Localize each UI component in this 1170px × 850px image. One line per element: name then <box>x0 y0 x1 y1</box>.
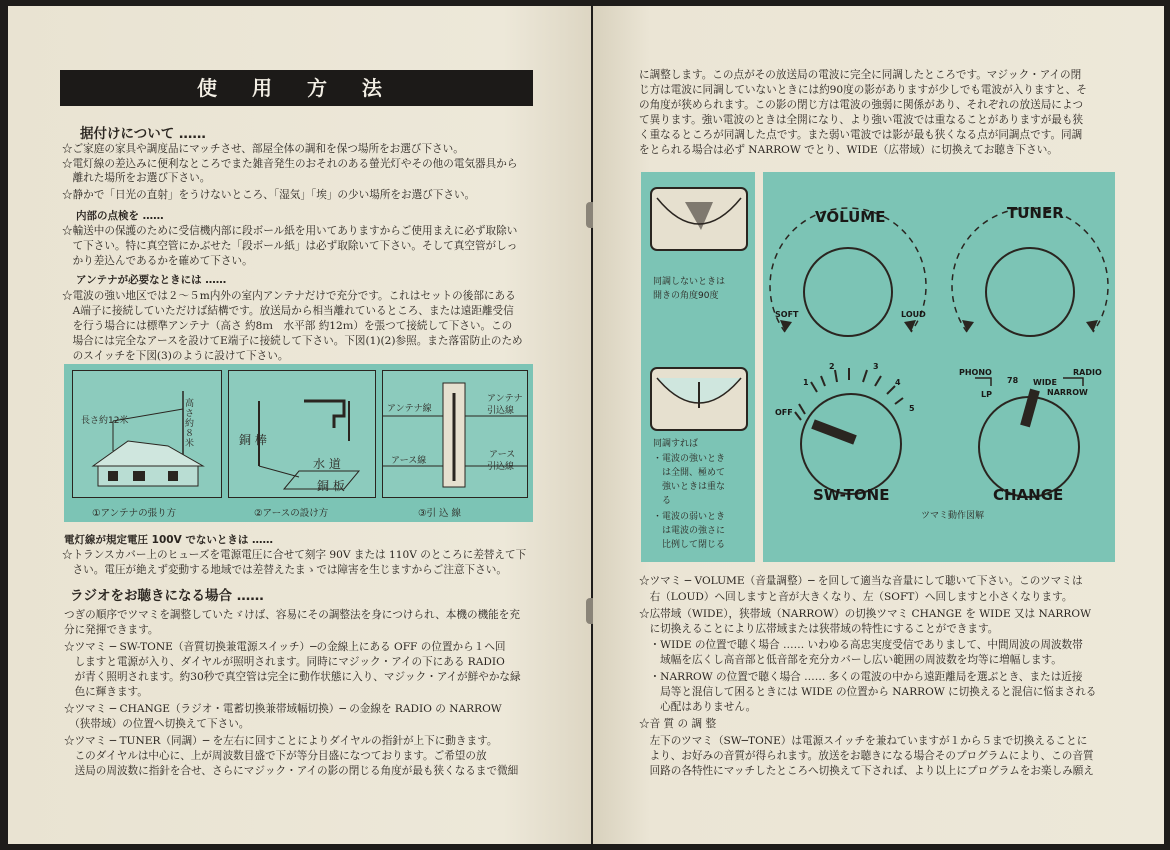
soft-label: SOFT <box>775 310 799 319</box>
paragraph-line: 域幅を広くし高音部と低音部を充分カバーし広い範囲の周波数を均等に増幅します。 <box>639 654 1062 666</box>
paragraph-line: つぎの順序でツマミを調整していたゞけば、容易にその調整法を身につけられ、本機の機能を充 <box>64 609 520 621</box>
paragraph-line: 左下のツマミ（SW─TONE）は電源スイッチを兼ねていますが１から５まで切換えることに <box>639 735 1088 747</box>
section-heading-installation: 据付けについて …… <box>80 126 206 142</box>
paragraph-line: このダイヤルは中心に、上が周波数目盛で下が等分目盛になつております。ご希望の放 <box>64 750 487 762</box>
paragraph-line: を行う場合には標準アンテナ（高さ 約8ｍ 水平部 約12ｍ）を張つて接続して下さい。この <box>62 320 513 332</box>
paragraph-line: ☆トランスカバー上のヒューズを電源電圧に合せて刻字 90V または 110V のところに差替えて下 <box>62 549 527 561</box>
volume-label: VOLUME <box>815 208 886 226</box>
paragraph-line: ・NARROW の位置で聴く場合 …… 多くの電波の中から遠距離局を選ぶとき、または近接 <box>639 671 1083 683</box>
magic-eye-panel <box>641 172 755 562</box>
wide-label: WIDE <box>1033 378 1057 387</box>
paragraph-line: が青く照明されます。約30秒で真空管は完全に動作状態に入り、マジック・アイが鮮やかな緑 <box>64 671 521 683</box>
paragraph-line: （狭帯域）の位置へ切換えて下さい。 <box>64 718 250 730</box>
left-page <box>8 6 591 844</box>
earth-lead-label-1: アース <box>489 450 516 460</box>
eye-open-note: 開きの角度90度 <box>653 291 719 301</box>
paragraph-line: ☆ツマミ ─ CHANGE（ラジオ・電蓄切換兼帯域幅切換）─ の金線を RADIO の NARROW <box>64 703 502 715</box>
figure-caption-2: ②アースの設け方 <box>254 508 329 519</box>
paragraph-line: ☆ツマミ ─ VOLUME（音量調整）─ を回して適当な音量にして聴いて下さい。このツマミは <box>639 575 1083 587</box>
paragraph-line: ☆ご家庭の家具や調度品にマッチさせ、部屋全体の調和を保つ場所をお選び下さい。 <box>62 143 464 155</box>
tone-4-label: 4 <box>895 378 901 387</box>
paragraph-line: じ方は電波に同調していないときには約90度の影がありますが少しでも電波が入りますと、そ <box>639 84 1087 96</box>
earth-lead-label-2: 引込線 <box>487 462 515 472</box>
paragraph-line: て下さい。特に真空管にかぶせた「段ボール紙」は必ず取除いて下さい。そして真空管がしっ <box>62 240 518 252</box>
paragraph-line: 分に発揮できます。 <box>64 624 159 636</box>
paragraph-line: ☆音 質 の 調 整 <box>639 718 717 730</box>
paragraph-line: をとられる場合は必ず NARROW でとり、WIDE（広帯域）に切換えてお聴き下さい。 <box>639 144 1058 156</box>
tone-1-label: 1 <box>803 378 809 387</box>
paragraph-line: ☆輸送中の保護のために受信機内部に段ボール紙を用いてありますからご使用まえに必ず取除い <box>62 225 518 237</box>
paragraph-line: ☆静かで「日光の直射」をうけないところ、「湿気」「埃」の少い場所をお選び下さい。 <box>62 189 476 201</box>
eye-open-note: 同調しないときは <box>653 277 726 287</box>
section-heading-antenna: アンテナが必要なときには …… <box>76 274 227 286</box>
s78-label: 78 <box>1007 376 1019 385</box>
section-heading-inspection: 内部の点検を …… <box>76 210 164 222</box>
booklet-spread <box>8 6 1164 844</box>
figure-antenna-setup <box>72 370 222 498</box>
paragraph-line: く重なるところが同調した点です。また弱い電波では影が最も狭くなる点が同調点です。同調 <box>639 129 1083 141</box>
tone-off-label: OFF <box>775 408 793 417</box>
paragraph-line: より、お好みの音質が得られます。放送をお聴きになる場合そのプログラムにより、この音質 <box>639 750 1094 762</box>
eye-tuned-note: 同調すれば <box>653 439 699 449</box>
section-heading-voltage: 電灯線が規定電圧 100V でないときは …… <box>64 534 274 546</box>
earth-wire-label: アース線 <box>391 456 427 466</box>
paragraph-line: A端子に接続していただけば結構です。放送局から相当離れているところ、または遠距離受信 <box>62 305 514 317</box>
house-antenna-illustration <box>73 371 221 497</box>
figure-lead-in <box>382 370 528 498</box>
copper-plate-label: 銅 板 <box>317 479 345 493</box>
paragraph-line: ☆広帯域（WIDE），狭帯域（NARROW）の切換ツマミ CHANGE を WIDE 又は NARROW <box>639 608 1091 620</box>
antenna-lead-label-1: アンテナ <box>487 394 523 404</box>
right-page <box>593 6 1164 844</box>
paragraph-line: 右（LOUD）へ回しますと音が大きくなり、左（SOFT）へ回しますと小さくなります。 <box>639 591 1073 603</box>
eye-tuned-note: は電波の強さに <box>653 526 726 536</box>
antenna-height-label: 高さ約８米 <box>185 399 195 449</box>
paragraph-line: の角度が狭められます。この影の閉じ方は電波の強弱に関係があり、それぞれの放送局によつ <box>639 99 1084 111</box>
paragraph-line: ☆電波の強い地区では２〜５m内外の室内アンテナだけで充分です。これはセットの後部にある <box>62 290 516 302</box>
phono-label: PHONO <box>959 368 992 377</box>
change-label: CHANGE <box>993 486 1064 504</box>
paragraph-line: ☆ツマミ ─ TUNER（同調）─ を左右に回すことによりダイヤルの指針が上下に動きます。 <box>64 735 498 747</box>
page-title: 使 用 方 法 <box>60 70 533 106</box>
tuner-label: TUNER <box>1007 204 1064 222</box>
eye-tuned-note: 強いときは重な <box>653 482 726 492</box>
paragraph-line: に調整します。この点がその放送局の電波に完全に同調したところです。マジック・アイの閉 <box>639 69 1082 81</box>
sw-tone-label: SW-TONE <box>813 486 890 504</box>
eye-tuned-note: ・電波の弱いとき <box>653 512 726 522</box>
knob-diagram-caption: ツマミ動作図解 <box>921 511 985 521</box>
paragraph-line: 回路の各特性にマッチしたところへ切換えて下されば、より以上にプログラムをお楽しみ願え <box>639 765 1094 777</box>
paragraph-line: ・WIDE の位置で聴く場合 …… いわゆる高忠実度受信でありまして、中間周波の周波数帯 <box>639 639 1083 651</box>
antenna-wire-label: アンテナ線 <box>387 404 432 414</box>
lp-label: LP <box>981 390 992 399</box>
section-heading-listening: ラジオをお聴きになる場合 …… <box>70 588 264 604</box>
antenna-length-label: 長さ約12米 <box>81 416 129 426</box>
paragraph-line: 場合には完全なアースを設けてE端子に接続して下さい。下図(1)(2)参照。また落雷防止のため <box>62 335 523 347</box>
eye-tuned-note: ・電波の強いとき <box>653 454 726 464</box>
paragraph-line: 心配はありません。 <box>639 701 757 713</box>
paragraph-line: て異ります。強い電波のときは全開になり、より強い電波では重なることがありますが最も狭 <box>639 114 1084 126</box>
paragraph-line: ☆電灯線の差込みに便利なところでまた雑音発生のおそれのある螢光灯やその他の電気器具から <box>62 158 518 170</box>
tone-5-label: 5 <box>909 404 915 413</box>
antenna-lead-label-2: 引込線 <box>487 406 515 416</box>
water-pipe-label: 水 道 <box>313 457 341 471</box>
paragraph-line: 送局の周波数に指針を合せ、さらにマジック・アイの影の閉じる角度が最も狭くなるまで微細 <box>64 765 519 777</box>
eye-tuned-note: は全開、極めて <box>653 468 726 478</box>
loud-label: LOUD <box>901 310 926 319</box>
paragraph-line: 局等と混信して困るときには WIDE の位置から NARROW に切換えると混信に悩まされる <box>639 686 1097 698</box>
eye-tuned-note: 比例して閉じる <box>653 540 726 550</box>
paragraph-line: 色に輝きます。 <box>64 686 148 698</box>
paragraph-line: 離れた場所をお選び下さい。 <box>62 172 211 184</box>
copper-rod-label: 銅 棒 <box>239 433 267 447</box>
figure-caption-1: ①アンテナの張り方 <box>92 508 177 519</box>
figure-caption-3: ③引 込 線 <box>418 508 462 519</box>
tone-2-label: 2 <box>829 362 835 371</box>
paragraph-line: さい。電圧が絶えず変動する地域では差替えたまゝでは障害を生じますからご注意下さい。 <box>62 564 507 576</box>
figure-earth-setup <box>228 370 376 498</box>
paragraph-line: のスイッチを下図(3)のように設けて下さい。 <box>62 350 289 362</box>
paragraph-line: ☆ツマミ ─ SW-TONE（音質切換兼電源スイッチ）─の金線上にある OFF の位置から１へ回 <box>64 641 506 653</box>
paragraph-line: に切換えることにより広帯域または狭帯域の特性にすることができます。 <box>639 623 999 635</box>
eye-tuned-note: る <box>653 496 672 506</box>
knob-diagram-panel <box>763 172 1115 562</box>
paragraph-line: しますと電源が入り、ダイヤルが照明されます。同時にマジック・アイの下にある RADIO <box>64 656 505 668</box>
narrow-label: NARROW <box>1047 388 1088 397</box>
tone-3-label: 3 <box>873 362 879 371</box>
lead-in-switch-illustration <box>383 371 527 497</box>
paragraph-line: かり差込んであるかを確めて下さい。 <box>62 255 253 267</box>
radio-label: RADIO <box>1073 368 1102 377</box>
